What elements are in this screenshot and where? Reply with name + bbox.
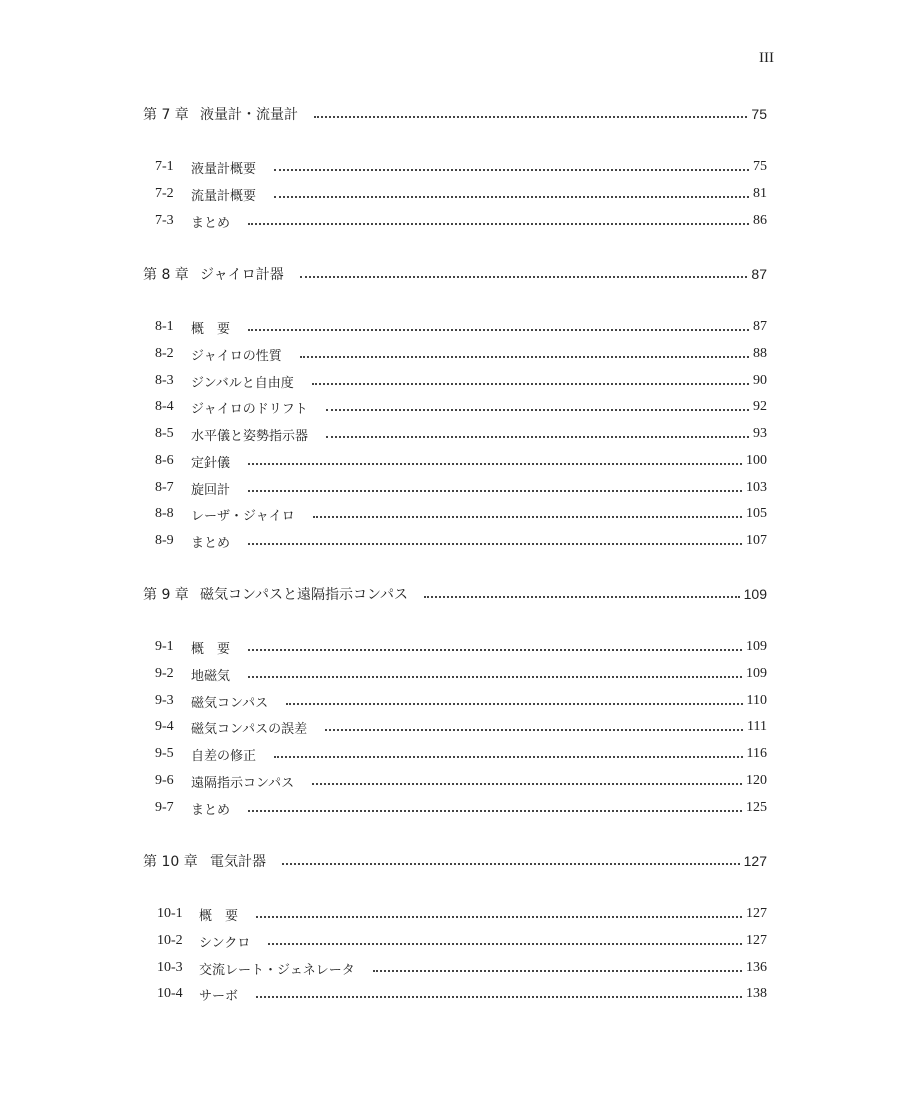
section-number: 9-5 <box>155 746 174 761</box>
section-number: 10-3 <box>157 960 183 975</box>
toc-section-8-6[interactable] <box>0 449 920 473</box>
section-number: 10-2 <box>157 933 183 948</box>
leader-dots <box>282 863 740 865</box>
leader-dots <box>248 543 742 545</box>
section-page: 127 <box>746 933 767 948</box>
section-number: 10-4 <box>157 986 183 1001</box>
toc-section-9-7[interactable] <box>0 796 920 820</box>
chapter-page: 127 <box>743 853 767 869</box>
section-page: 105 <box>746 506 767 521</box>
section-title: レーザ・ジャイロ <box>191 508 295 524</box>
toc-section-9-3[interactable] <box>0 689 920 713</box>
chapter-page: 75 <box>751 106 767 122</box>
section-number: 10-1 <box>157 906 183 921</box>
toc-section-8-9[interactable] <box>0 529 920 553</box>
leader-dots <box>248 223 749 225</box>
leader-dots <box>248 810 742 812</box>
section-title: 概 要 <box>191 321 231 337</box>
chapter-number: 第 10 章 <box>143 854 198 870</box>
leader-dots <box>248 329 749 331</box>
leader-dots <box>268 943 742 945</box>
section-number: 8-3 <box>155 373 174 388</box>
toc-section-7-3[interactable] <box>0 209 920 233</box>
section-title: 磁気コンパスの誤差 <box>191 721 308 737</box>
leader-dots <box>325 729 743 731</box>
leader-dots <box>248 490 742 492</box>
leader-dots <box>373 970 742 972</box>
toc-section-8-4[interactable] <box>0 395 920 419</box>
leader-dots <box>300 276 748 278</box>
section-title: サーボ <box>199 988 239 1004</box>
section-number: 9-1 <box>155 639 174 654</box>
section-page: 116 <box>746 746 767 761</box>
leader-dots <box>248 649 742 651</box>
section-page: 90 <box>753 373 767 388</box>
toc-section-10-1[interactable] <box>0 902 920 926</box>
leader-dots <box>248 676 742 678</box>
leader-dots <box>326 409 749 411</box>
section-page: 125 <box>746 800 767 815</box>
toc-section-10-2[interactable] <box>0 929 920 953</box>
leader-dots <box>326 436 749 438</box>
toc-section-10-4[interactable] <box>0 982 920 1006</box>
toc-chapter-7[interactable] <box>0 102 920 126</box>
section-page: 138 <box>746 986 767 1001</box>
section-number: 7-3 <box>155 213 174 228</box>
section-title: 自差の修正 <box>191 748 257 764</box>
section-title: 旋回計 <box>191 482 231 498</box>
leader-dots <box>300 356 749 358</box>
section-page: 86 <box>753 213 767 228</box>
leader-dots <box>286 703 742 705</box>
leader-dots <box>256 916 742 918</box>
toc-section-8-5[interactable] <box>0 422 920 446</box>
section-number: 9-3 <box>155 693 174 708</box>
section-page: 120 <box>746 773 767 788</box>
toc-section-9-2[interactable] <box>0 662 920 686</box>
section-page: 75 <box>753 159 767 174</box>
toc-section-8-8[interactable] <box>0 502 920 526</box>
leader-dots <box>274 169 749 171</box>
toc-chapter-10[interactable] <box>0 849 920 873</box>
section-page: 109 <box>746 666 767 681</box>
toc-section-8-2[interactable] <box>0 342 920 366</box>
chapter-page: 109 <box>743 586 767 602</box>
section-number: 8-5 <box>155 426 174 441</box>
leader-dots <box>248 463 742 465</box>
section-number: 8-9 <box>155 533 174 548</box>
section-number: 7-2 <box>155 186 174 201</box>
section-page: 87 <box>753 319 767 334</box>
section-page: 92 <box>753 399 767 414</box>
section-title: 流量計概要 <box>191 188 257 204</box>
leader-dots <box>314 116 747 118</box>
section-title: 定針儀 <box>191 455 231 471</box>
page-number: III <box>759 50 774 66</box>
toc-chapter-9[interactable] <box>0 582 920 606</box>
section-page: 93 <box>753 426 767 441</box>
section-title: まとめ <box>191 802 231 818</box>
section-title: まとめ <box>191 215 231 231</box>
chapter-number: 第 9 章 <box>143 587 189 603</box>
section-title: 概 要 <box>191 641 231 657</box>
toc-section-8-7[interactable] <box>0 476 920 500</box>
section-page: 103 <box>746 480 767 495</box>
leader-dots <box>313 516 742 518</box>
section-number: 8-4 <box>155 399 174 414</box>
leader-dots <box>274 756 743 758</box>
toc-section-10-3[interactable] <box>0 956 920 980</box>
section-number: 8-2 <box>155 346 174 361</box>
chapter-number: 第 8 章 <box>143 267 189 283</box>
section-title: 磁気コンパス <box>191 695 269 711</box>
section-page: 109 <box>746 639 767 654</box>
section-page: 127 <box>746 906 767 921</box>
toc-section-8-3[interactable] <box>0 369 920 393</box>
toc-section-9-4[interactable] <box>0 715 920 739</box>
chapter-title: ジャイロ計器 <box>200 267 284 283</box>
chapter-title: 液量計・流量計 <box>200 107 298 123</box>
section-title: 遠隔指示コンパス <box>191 775 295 791</box>
section-title: まとめ <box>191 535 231 551</box>
toc-section-9-6[interactable] <box>0 769 920 793</box>
section-title: ジンバルと自由度 <box>191 375 294 391</box>
toc-section-7-1[interactable] <box>0 155 920 179</box>
section-title: ジャイロのドリフト <box>191 401 308 417</box>
chapter-title: 電気計器 <box>210 854 266 870</box>
section-page: 81 <box>753 186 767 201</box>
toc-section-9-5[interactable] <box>0 742 920 766</box>
leader-dots <box>424 596 740 598</box>
toc-section-9-1[interactable] <box>0 635 920 659</box>
section-title: ジャイロの性質 <box>191 348 282 364</box>
toc-section-7-2[interactable] <box>0 182 920 206</box>
section-page: 100 <box>746 453 767 468</box>
section-title: 交流レート・ジェネレータ <box>199 962 355 978</box>
section-number: 8-1 <box>155 319 174 334</box>
section-number: 9-6 <box>155 773 174 788</box>
section-title: シンクロ <box>199 935 251 951</box>
section-page: 107 <box>746 533 767 548</box>
section-page: 110 <box>746 693 767 708</box>
section-number: 9-4 <box>155 719 174 734</box>
section-number: 7-1 <box>155 159 174 174</box>
chapter-title: 磁気コンパスと遠隔指示コンパス <box>200 587 409 603</box>
leader-dots <box>274 196 749 198</box>
section-number: 9-7 <box>155 800 174 815</box>
chapter-number: 第 7 章 <box>143 107 189 123</box>
leader-dots <box>312 383 749 385</box>
section-page: 88 <box>753 346 767 361</box>
section-number: 8-6 <box>155 453 174 468</box>
section-title: 地磁気 <box>191 668 231 684</box>
section-title: 液量計概要 <box>191 161 257 177</box>
section-number: 9-2 <box>155 666 174 681</box>
chapter-page: 87 <box>751 266 767 282</box>
leader-dots <box>312 783 742 785</box>
section-page: 111 <box>747 719 767 734</box>
leader-dots <box>256 996 742 998</box>
section-title: 水平儀と姿勢指示器 <box>191 428 309 444</box>
section-title: 概 要 <box>199 908 239 924</box>
toc-chapter-8[interactable] <box>0 262 920 286</box>
toc-section-8-1[interactable] <box>0 315 920 339</box>
section-number: 8-8 <box>155 506 174 521</box>
section-page: 136 <box>746 960 767 975</box>
section-number: 8-7 <box>155 480 174 495</box>
